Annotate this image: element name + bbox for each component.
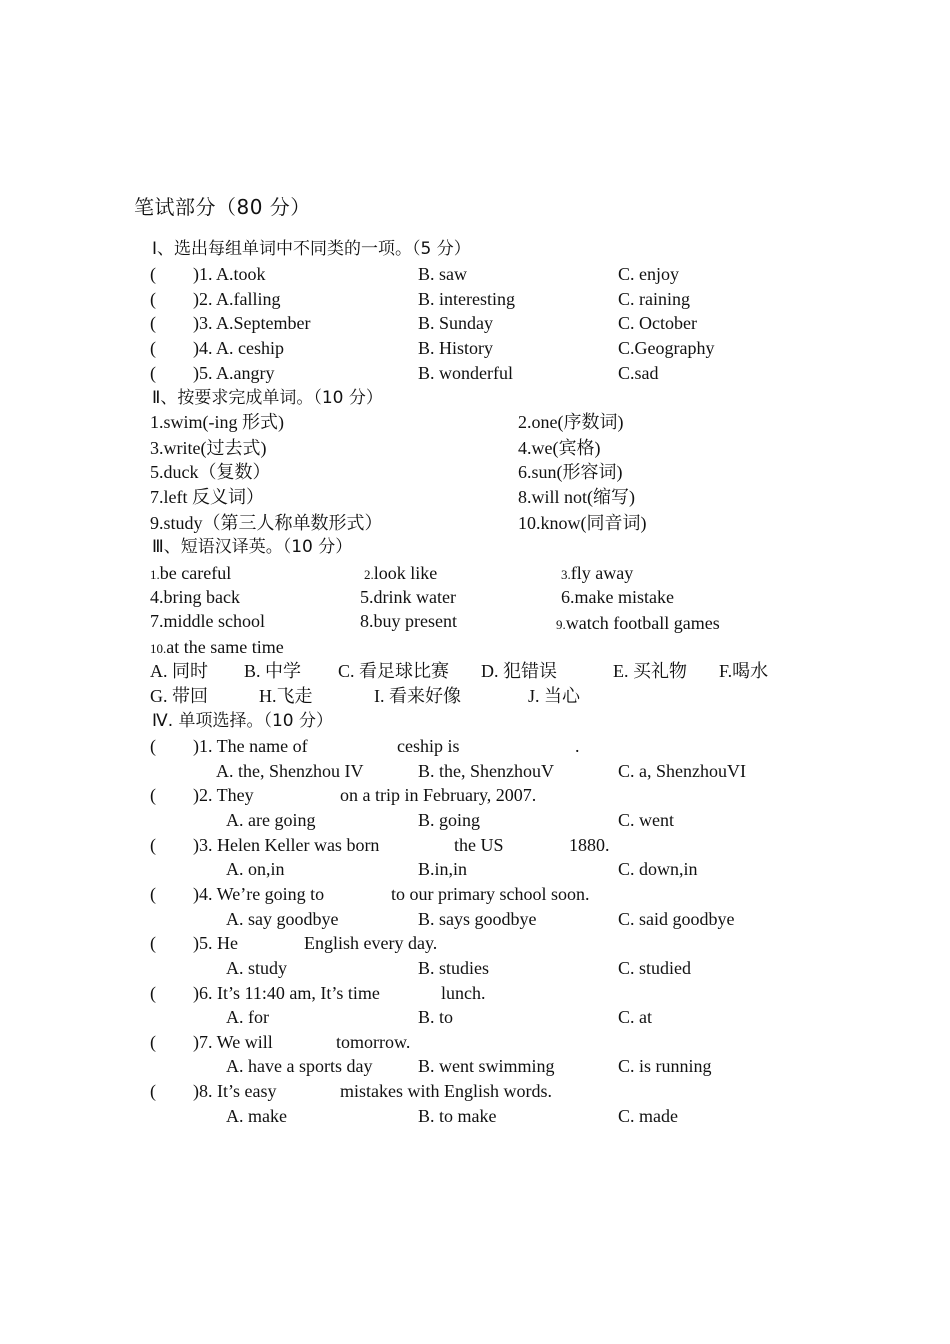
question-text: )6. It’s 11:40 am, It’s time bbox=[193, 983, 380, 1003]
word-task: 3.write(过去式) bbox=[150, 438, 267, 458]
answer-paren: ( bbox=[150, 736, 156, 756]
question-text: )4. A. ceship bbox=[193, 338, 284, 358]
option-c: C. down,in bbox=[618, 859, 698, 879]
chinese-option: C. 看足球比赛 bbox=[338, 661, 450, 681]
section-1-heading: Ⅰ、选出每组单词中不同类的一项。（5 分） bbox=[152, 239, 471, 259]
option-a: A. on,in bbox=[226, 859, 285, 879]
option-b: B. going bbox=[418, 810, 481, 830]
question-text: )3. Helen Keller was born bbox=[193, 835, 380, 855]
phrase-item bbox=[150, 562, 231, 586]
option-b: B. to bbox=[418, 1007, 454, 1027]
option-b: B. to make bbox=[418, 1106, 497, 1126]
chinese-option: B. 中学 bbox=[244, 661, 302, 681]
phrase-item bbox=[150, 636, 284, 660]
option-c: C. a, ShenzhouVI bbox=[618, 761, 746, 781]
phrase-text: look like bbox=[373, 563, 438, 583]
word-task: 2.one(序数词) bbox=[518, 412, 624, 432]
answer-paren: ( bbox=[150, 835, 156, 855]
phrase-text: fly away bbox=[570, 563, 634, 583]
chinese-option: J. 当心 bbox=[528, 686, 581, 706]
question-text: the US bbox=[454, 835, 504, 855]
option-c: C. said goodbye bbox=[618, 909, 735, 929]
option-b: B. Sunday bbox=[418, 313, 494, 333]
question-text: 1880. bbox=[569, 835, 610, 855]
option-a: A. study bbox=[226, 958, 288, 978]
chinese-option: A. 同时 bbox=[150, 661, 208, 681]
chinese-option: E. 买礼物 bbox=[613, 661, 687, 681]
question-text: )5. A.angry bbox=[193, 363, 275, 383]
section-3-heading: Ⅲ、短语汉译英。（10 分） bbox=[152, 537, 353, 557]
phrase-item: 6.make mistake bbox=[561, 587, 674, 607]
option-b: B. interesting bbox=[418, 289, 515, 309]
word-task: 10.know(同音词) bbox=[518, 513, 647, 533]
word-task: 9.study（第三人称单数形式） bbox=[150, 513, 383, 533]
phrase-item: 7.middle school bbox=[150, 611, 265, 631]
question-text: )5. He bbox=[193, 933, 238, 953]
question-text: to our primary school soon. bbox=[391, 884, 590, 904]
answer-paren: ( bbox=[150, 313, 156, 333]
answer-paren: ( bbox=[150, 785, 156, 805]
question-text: . bbox=[575, 736, 580, 756]
phrase-number: 1. bbox=[150, 567, 160, 582]
answer-paren: ( bbox=[150, 363, 156, 383]
phrase-text: at the same time bbox=[166, 637, 284, 657]
page-title: 笔试部分（80 分） bbox=[134, 195, 311, 219]
option-c: C. enjoy bbox=[618, 264, 679, 284]
section-4-heading: Ⅳ. 单项选择。（10 分） bbox=[152, 711, 334, 731]
answer-paren: ( bbox=[150, 1081, 156, 1101]
chinese-option: F.喝水 bbox=[719, 661, 769, 681]
option-b: B. went swimming bbox=[418, 1056, 555, 1076]
phrase-number: 3. bbox=[561, 567, 571, 582]
phrase-item: 4.bring back bbox=[150, 587, 240, 607]
word-task: 8.will not(缩写) bbox=[518, 487, 635, 507]
phrase-item bbox=[364, 562, 437, 586]
answer-paren: ( bbox=[150, 884, 156, 904]
question-text: on a trip in February, 2007. bbox=[340, 785, 537, 805]
answer-paren: ( bbox=[150, 289, 156, 309]
option-c: C. October bbox=[618, 313, 697, 333]
phrase-number: 9. bbox=[556, 617, 566, 632]
phrase-number: 10. bbox=[150, 641, 167, 656]
question-text: )3. A.September bbox=[193, 313, 311, 333]
question-text: lunch. bbox=[441, 983, 486, 1003]
word-task: 4.we(宾格) bbox=[518, 438, 601, 458]
question-text: tomorrow. bbox=[336, 1032, 411, 1052]
answer-paren: ( bbox=[150, 338, 156, 358]
option-b: B. saw bbox=[418, 264, 467, 284]
question-text: )4. We’re going to bbox=[193, 884, 325, 904]
option-a: A. have a sports day bbox=[226, 1056, 373, 1076]
phrase-text: watch football games bbox=[565, 613, 720, 633]
word-task: 5.duck（复数） bbox=[150, 462, 271, 482]
question-text: )2. They bbox=[193, 785, 254, 805]
option-c: C.sad bbox=[618, 363, 659, 383]
option-a: A. are going bbox=[226, 810, 316, 830]
option-a: A. for bbox=[226, 1007, 269, 1027]
option-b: B.in,in bbox=[418, 859, 468, 879]
question-text: ceship is bbox=[397, 736, 460, 756]
answer-paren: ( bbox=[150, 264, 156, 284]
question-text: )8. It’s easy bbox=[193, 1081, 277, 1101]
chinese-option: H.飞走 bbox=[259, 686, 313, 706]
answer-paren: ( bbox=[150, 983, 156, 1003]
option-c: C. made bbox=[618, 1106, 678, 1126]
option-b: B. studies bbox=[418, 958, 490, 978]
option-c: C. is running bbox=[618, 1056, 712, 1076]
option-c: C. went bbox=[618, 810, 674, 830]
word-task: 1.swim(-ing 形式) bbox=[150, 412, 284, 432]
section-2-heading: Ⅱ、按要求完成单词。（10 分） bbox=[152, 388, 383, 408]
chinese-option: D. 犯错误 bbox=[481, 661, 557, 681]
option-a: A. the, Shenzhou IV bbox=[216, 761, 364, 781]
option-a: A. say goodbye bbox=[226, 909, 339, 929]
option-c: C. at bbox=[618, 1007, 652, 1027]
option-b: B. says goodbye bbox=[418, 909, 537, 929]
option-b: B. the, ShenzhouV bbox=[418, 761, 554, 781]
option-b: B. History bbox=[418, 338, 494, 358]
question-text: )2. A.falling bbox=[193, 289, 281, 309]
phrase-item: 5.drink water bbox=[360, 587, 456, 607]
answer-paren: ( bbox=[150, 1032, 156, 1052]
chinese-option: I. 看来好像 bbox=[374, 686, 461, 706]
option-b: B. wonderful bbox=[418, 363, 513, 383]
option-c: C.Geography bbox=[618, 338, 715, 358]
phrase-item: 8.buy present bbox=[360, 611, 457, 631]
phrase-number: 2. bbox=[364, 567, 374, 582]
question-text: English every day. bbox=[304, 933, 438, 953]
option-a: A. make bbox=[226, 1106, 287, 1126]
question-text: )1. The name of bbox=[193, 736, 308, 756]
phrase-text: be careful bbox=[159, 563, 232, 583]
question-text: mistakes with English words. bbox=[340, 1081, 552, 1101]
chinese-option: G. 带回 bbox=[150, 686, 208, 706]
question-text: )1. A.took bbox=[193, 264, 266, 284]
option-c: C. studied bbox=[618, 958, 692, 978]
option-c: C. raining bbox=[618, 289, 690, 309]
question-text: )7. We will bbox=[193, 1032, 273, 1052]
answer-paren: ( bbox=[150, 933, 156, 953]
phrase-item bbox=[561, 562, 633, 586]
word-task: 7.left 反义词） bbox=[150, 487, 264, 507]
phrase-item bbox=[556, 612, 720, 636]
word-task: 6.sun(形容词) bbox=[518, 462, 623, 482]
